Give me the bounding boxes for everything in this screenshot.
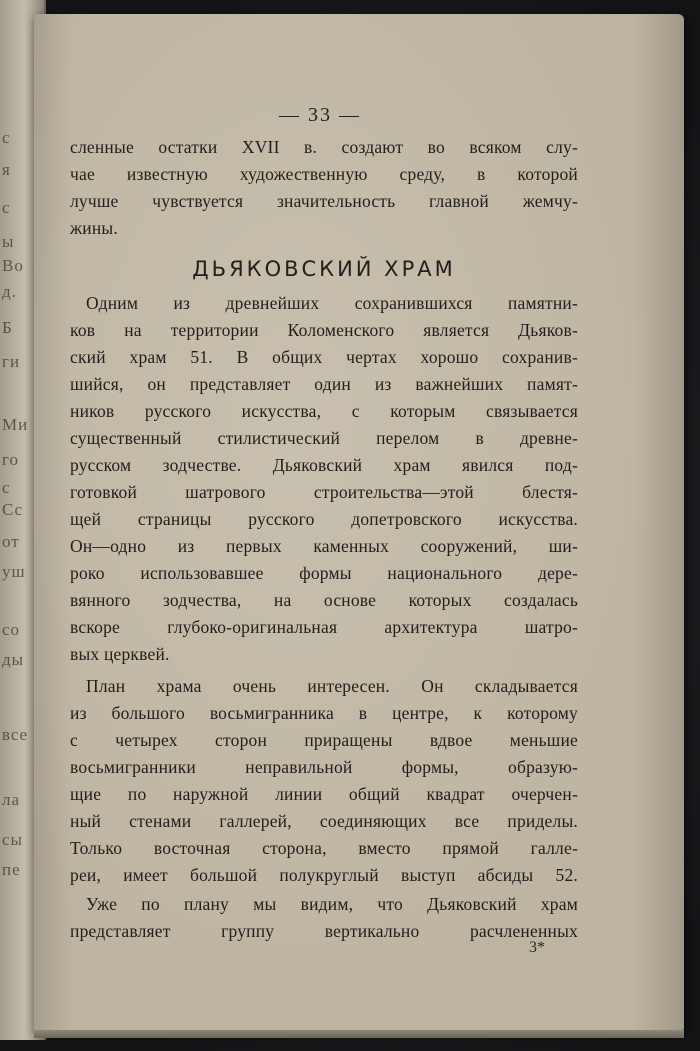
text-line: Одним из древнейших сохранившихся памятни- (86, 293, 578, 313)
prev-page-fragment: с (2, 128, 11, 147)
prev-page-fragment: я (2, 160, 11, 179)
text-line: щей страницы русского допетровского искусства. (70, 509, 578, 529)
prev-page-fragment: от (2, 532, 20, 551)
prev-page-fragment: с (2, 198, 11, 217)
prev-page-fragment: го (2, 450, 20, 469)
prev-page-fragment: ги (2, 352, 21, 371)
text-line: щие по наружной линии общий квадрат очерчен- (70, 784, 578, 804)
text-line: с четырех сторон приращены вдвое меньшие (70, 730, 578, 750)
text-line: ский храм 51. В общих чертах хорошо сохранив- (70, 347, 578, 367)
prev-page-fragment: Ми (2, 415, 29, 434)
prev-page-fragment: ы (2, 232, 15, 251)
prev-page-fragment: уш (2, 562, 26, 581)
text-line: роко использовавшее формы национального дере- (70, 563, 578, 583)
prev-page-fragment: ла (2, 790, 21, 809)
page-bottom-edge (34, 1030, 684, 1038)
text-line: жины. (70, 218, 118, 238)
text-line: вянного зодчества, на основе которых создалась (70, 590, 578, 610)
text-line: вскоре глубоко-оригинальная архитектура шатро- (70, 617, 578, 637)
prev-page-fragment: ды (2, 650, 25, 669)
text-line: готовкой шатрового строительства—этой блестя- (70, 482, 578, 502)
book-page (34, 14, 684, 1032)
text-line: русском зодчестве. Дьяковский храм явился под- (70, 455, 578, 475)
prev-page-fragment: с (2, 478, 11, 497)
prev-page-fragment: сы (2, 830, 23, 849)
page-number: — 33 — (279, 104, 361, 126)
text-line: Уже по плану мы видим, что Дьяковский храм (86, 894, 578, 914)
prev-page-fragment: всe (2, 725, 29, 744)
prev-page-fragment: д. (2, 282, 17, 301)
text-line: шийся, он представляет один из важнейших памят- (70, 374, 578, 394)
text-line: из большого восьмигранника в центре, к которому (70, 703, 578, 723)
text-line: Он—одно из первых каменных сооружений, ши- (70, 536, 578, 556)
prev-page-fragment: со (2, 620, 21, 639)
text-line: представляет группу вертикально расчлененных (70, 921, 578, 941)
text-line: реи, имеет большой полукруглый выступ абсиды 52. (70, 865, 578, 885)
text-line: лучше чувствуется значительность главной жемчу- (70, 191, 578, 211)
text-line: чае известную художественную среду, в которой (70, 164, 578, 184)
text-line: ков на территории Коломенского является Дьяков- (70, 320, 578, 340)
text-line: ный стенами галлерей, соединяющих все приделы. (70, 811, 578, 831)
prev-page-fragment: Б (2, 318, 13, 337)
section-heading: ДЬЯКОВСКИЙ ХРАМ (192, 257, 456, 281)
prev-page-fragment: Сс (2, 500, 24, 519)
text-line: существенный стилистический перелом в древне- (70, 428, 578, 448)
signature-mark: 3* (529, 939, 545, 956)
prev-page-fragment: Во (2, 256, 24, 275)
text-line: вых церквей. (70, 644, 170, 664)
text-line: ников русского искусства, с которым связывается (70, 401, 578, 421)
prev-page-fragment: пе (2, 860, 21, 879)
text-line: Только восточная сторона, вместо прямой галле- (70, 838, 578, 858)
text-line: восьмигранники неправильной формы, образую- (70, 757, 578, 777)
text-line: сленные остатки XVII в. создают во всяком слу- (70, 137, 578, 157)
text-line: План храма очень интересен. Он складывается (86, 676, 578, 696)
